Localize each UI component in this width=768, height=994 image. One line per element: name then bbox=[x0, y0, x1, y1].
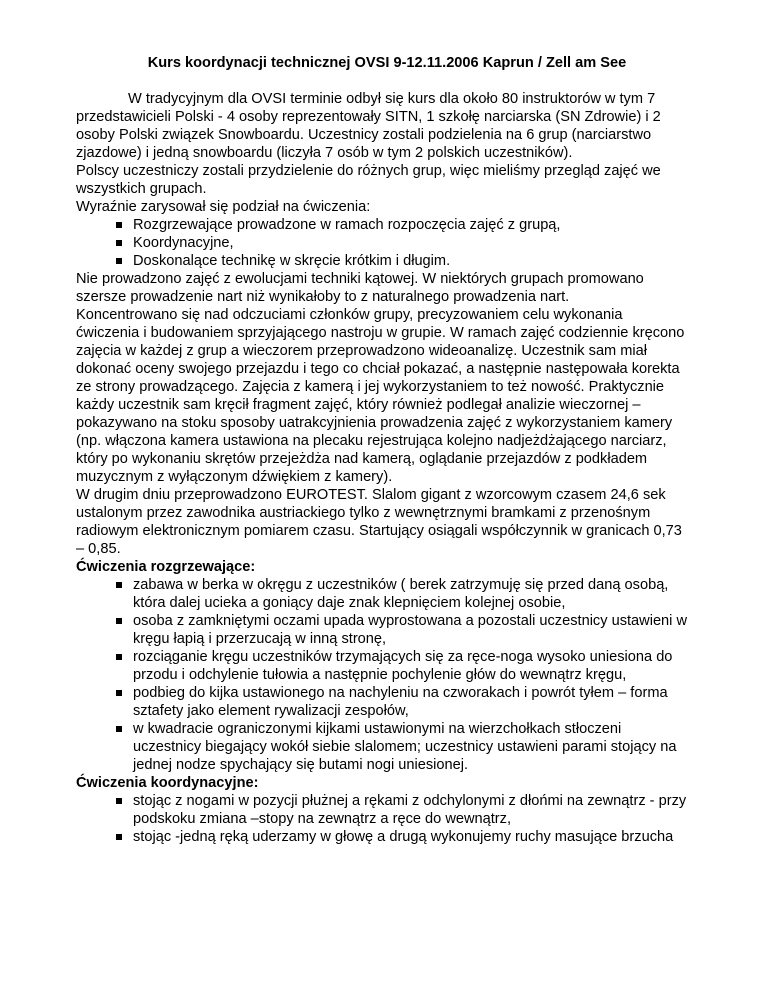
list-item: w kwadracie ograniczonymi kijkami ustawionymi na wierzchołkach stłoczeni uczestnicy biegający wokół siebie slalomem; uczestnicy ustawieni parami stojący na jednej nodze spychający się butami nogi uniesionej. bbox=[76, 720, 688, 774]
list-item: podbieg do kijka ustawionego na nachyleniu na czworakach i powrót tyłem – forma sztafety jako element rywalizacji zespołów, bbox=[76, 684, 688, 720]
paragraph-groups: Polscy uczestniczy zostali przydzielenie do różnych grup, więc mieliśmy przegląd zajęć we wszystkich grupach. bbox=[76, 163, 661, 197]
paragraph-eurotest: W drugim dniu przeprowadzono EUROTEST. Slalom gigant z wzorcowym czasem 24,6 sek ustalonym przez zawodnika austriackiego tylko z wewnętrznymi bramkami z przenośnym radiowym elektronicznym pomiarem czasu. Startujący osiągali współczynnik w granicach 0,73 – 0,85. bbox=[76, 487, 682, 557]
list-item: stojąc z nogami w pozycji płużnej a rękami z odchylonymi z dłońmi na zewnątrz - przy podskoku zmiana –stopy na zewnątrz a ręce do wewnątrz, bbox=[76, 792, 688, 828]
list-item: Koordynacyjne, bbox=[76, 234, 688, 252]
document-title: Kurs koordynacji technicznej OVSI 9-12.11.2006 Kaprun / Zell am See bbox=[147, 55, 627, 71]
heading-coordination: Ćwiczenia koordynacyjne: bbox=[76, 775, 259, 791]
intro-paragraph: W tradycyjnym dla OVSI terminie odbył się kurs dla około 80 instruktorów w tym 7 przedstawicieli Polski - 4 osoby reprezentowały SITN, 1 szkołę narciarska (SN Zdrowie) i 2 osoby Polski związek Snowboardu. Uczestnicy zostali podzielenia na 6 grup (narciarstwo zjazdowe) i jedną snowboardu (liczyła 7 osób w tym 2 polskich uczestników). bbox=[76, 91, 661, 161]
list-item: Rozgrzewające prowadzone w ramach rozpoczęcia zajęć z grupą, bbox=[76, 216, 688, 234]
list-item: Doskonalące technikę w skręcie krótkim i długim. bbox=[76, 252, 688, 270]
warmup-list bbox=[76, 576, 688, 774]
list-item: zabawa w berka w okręgu z uczestników ( berek zatrzymuję się przed daną osobą, która dalej ucieka a goniący daje znak klepnięciem kolejnej osobie, bbox=[76, 576, 688, 612]
paragraph-video-analysis: Koncentrowano się nad odczuciami członków grupy, precyzowaniem celu wykonania ćwiczenia i budowaniem sprzyjającego nastroju w grupie. W ramach zajęć codziennie kręcono zajęcia w każdej z grup a wieczorem przeprowadzono wideoanalizę. Uczestnik sam miał dokonać oceny swojego przejazdu i tego co chciał pokazać, a następnie następowała korekta ze strony prowadzącego. Zajęcia z kamerą i jej wykorzystaniem to też nowość. Praktycznie każdy uczestnik sam kręcił fragment zajęć, który również podlegał analizie wieczornej – pokazywano na stoku sposoby uatrakcyjnienia prowadzenia zajęć z wykorzystaniem kamery (np. włączona kamera ustawiona na plecaku rejestrująca kolejno nadjeżdżającego narciarz, który po wykonaniu skrętów przejeżdża nad kamerą, oglądanie przejazdów z podkładem muzycznym z wyłączonym dźwiękiem z kamery). bbox=[76, 307, 685, 485]
list-item: stojąc -jedną ręką uderzamy w głowę a drugą wykonujemy ruchy masujące brzucha bbox=[76, 828, 688, 846]
list-item: osoba z zamkniętymi oczami upada wyprostowana a pozostali uczestnicy ustawieni w kręgu łapią i przerzucają w inną stronę, bbox=[76, 612, 688, 648]
heading-warmup: Ćwiczenia rozgrzewające: bbox=[76, 559, 256, 575]
paragraph-technique: Nie prowadzono zajęć z ewolucjami techniki kątowej. W niektórych grupach promowano szersze prowadzenie nart niż wynikałoby to z naturalnego prowadzenia nart. bbox=[76, 271, 644, 305]
list-item: rozciąganie kręgu uczestników trzymających się za ręce-noga wysoko uniesiona do przodu i odchylenie tułowia a następnie pochylenie głów do wewnątrz kręgu, bbox=[76, 648, 688, 684]
exercise-types-list bbox=[76, 216, 688, 270]
coordination-list bbox=[76, 792, 688, 846]
paragraph-division: Wyraźnie zarysował się podział na ćwiczenia: bbox=[76, 199, 371, 215]
